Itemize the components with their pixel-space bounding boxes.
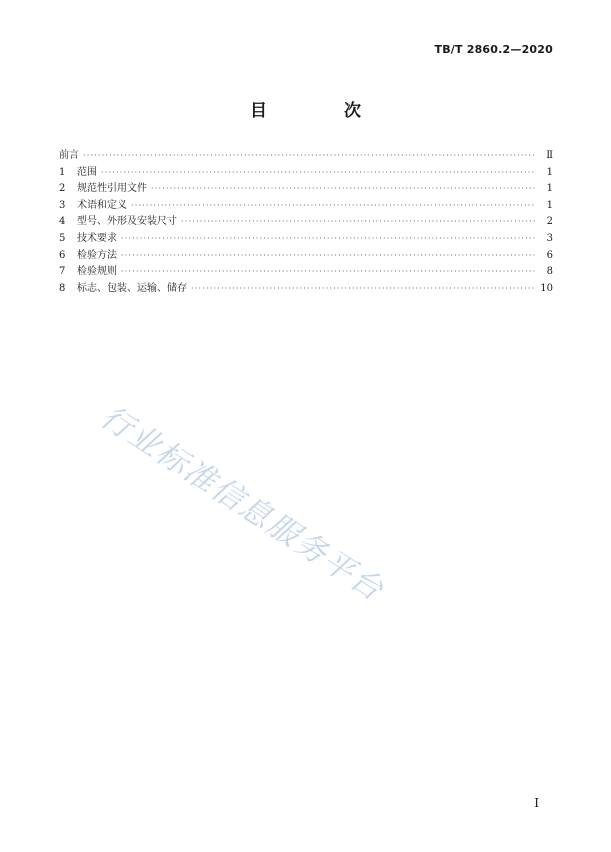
toc-leader-dots bbox=[181, 214, 536, 231]
toc-entry-7[interactable] bbox=[59, 264, 553, 281]
toc-entry-page: 2 bbox=[546, 216, 553, 228]
toc-entry-foreword[interactable] bbox=[59, 148, 553, 165]
toc-entry-6[interactable] bbox=[59, 248, 553, 265]
toc-entry-2[interactable] bbox=[59, 181, 553, 198]
page-title: 目 次 bbox=[250, 101, 391, 121]
toc-entry-page: 1 bbox=[546, 166, 553, 178]
toc-entry-label: 检验方法 bbox=[77, 249, 117, 261]
page-number: I bbox=[534, 796, 539, 810]
toc-entry-1[interactable] bbox=[59, 165, 553, 182]
toc-entry-label: 术语和定义 bbox=[77, 199, 127, 211]
toc-entry-page: 1 bbox=[546, 199, 553, 211]
toc-leader-dots bbox=[151, 181, 536, 198]
table-of-contents bbox=[59, 148, 553, 297]
toc-entry-label: 技术要求 bbox=[77, 232, 117, 244]
toc-entry-3[interactable] bbox=[59, 198, 553, 215]
toc-entry-number: 6 bbox=[59, 249, 66, 261]
toc-entry-number: 5 bbox=[59, 232, 66, 244]
toc-entry-label: 型号、外形及安装尺寸 bbox=[77, 216, 177, 228]
toc-entry-8[interactable] bbox=[59, 281, 553, 298]
watermark-text: 行业标准信息服务平台 bbox=[94, 398, 391, 609]
toc-entry-page: 10 bbox=[540, 282, 553, 294]
toc-entry-number: 7 bbox=[59, 266, 66, 278]
toc-entry-page: 3 bbox=[546, 232, 553, 244]
toc-entry-page: 8 bbox=[546, 266, 553, 278]
toc-entry-label: 检验规则 bbox=[77, 266, 117, 278]
toc-leader-dots bbox=[191, 281, 536, 298]
toc-leader-dots bbox=[121, 231, 536, 248]
toc-entry-number: 4 bbox=[59, 216, 66, 228]
standard-code: TB/T 2860.2—2020 bbox=[434, 43, 553, 56]
toc-leader-dots bbox=[83, 148, 536, 165]
toc-entry-page: 6 bbox=[546, 249, 553, 261]
toc-entry-page: Ⅱ bbox=[546, 150, 553, 161]
toc-entry-number: 2 bbox=[59, 183, 66, 195]
toc-entry-number: 8 bbox=[59, 282, 66, 294]
toc-entry-5[interactable] bbox=[59, 231, 553, 248]
toc-leader-dots bbox=[121, 248, 536, 265]
toc-entry-label: 范围 bbox=[77, 166, 97, 178]
toc-entry-4[interactable] bbox=[59, 214, 553, 231]
toc-leader-dots bbox=[121, 264, 536, 281]
toc-entry-label: 规范性引用文件 bbox=[77, 183, 147, 195]
toc-entry-page: 1 bbox=[546, 183, 553, 195]
toc-leader-dots bbox=[131, 198, 536, 215]
toc-entry-label: 前言 bbox=[59, 150, 79, 161]
toc-entry-number: 3 bbox=[59, 199, 66, 211]
toc-entry-label: 标志、包装、运输、储存 bbox=[77, 282, 187, 294]
toc-entry-number: 1 bbox=[59, 166, 66, 178]
toc-leader-dots bbox=[101, 165, 536, 182]
